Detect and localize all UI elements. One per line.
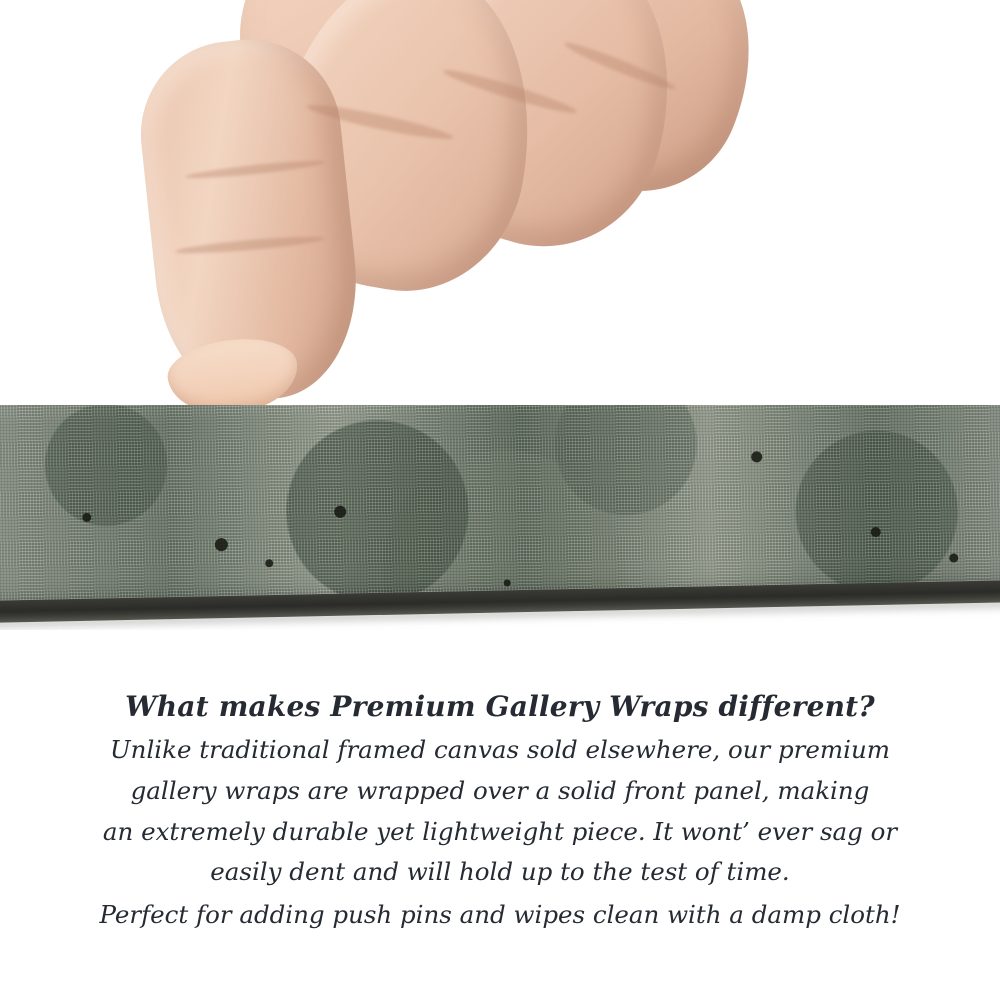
caption-line: easily dent and will hold up to the test of time.: [210, 857, 790, 887]
caption-line: gallery wraps are wrapped over a solid front panel, making: [130, 775, 870, 805]
canvas-speck: [949, 553, 958, 562]
canvas-printed-surface: [0, 405, 1000, 613]
caption-title: What makes Premium Gallery Wraps different?: [125, 690, 875, 723]
canvas-weave-texture: [0, 405, 1000, 613]
caption-block: [0, 690, 1000, 939]
canvas-speck: [82, 513, 91, 522]
caption-line: an extremely durable yet lightweight piece. It wont’ ever sag or: [102, 816, 898, 846]
caption-line: Perfect for adding push pins and wipes clean with a damp cloth!: [99, 900, 901, 930]
gallery-wrap-canvas-edge: [0, 405, 1000, 630]
caption-line: Unlike traditional framed canvas sold elsewhere, our premium: [110, 735, 890, 764]
caption-body: [0, 733, 1000, 933]
pressing-hand: [90, 0, 730, 430]
